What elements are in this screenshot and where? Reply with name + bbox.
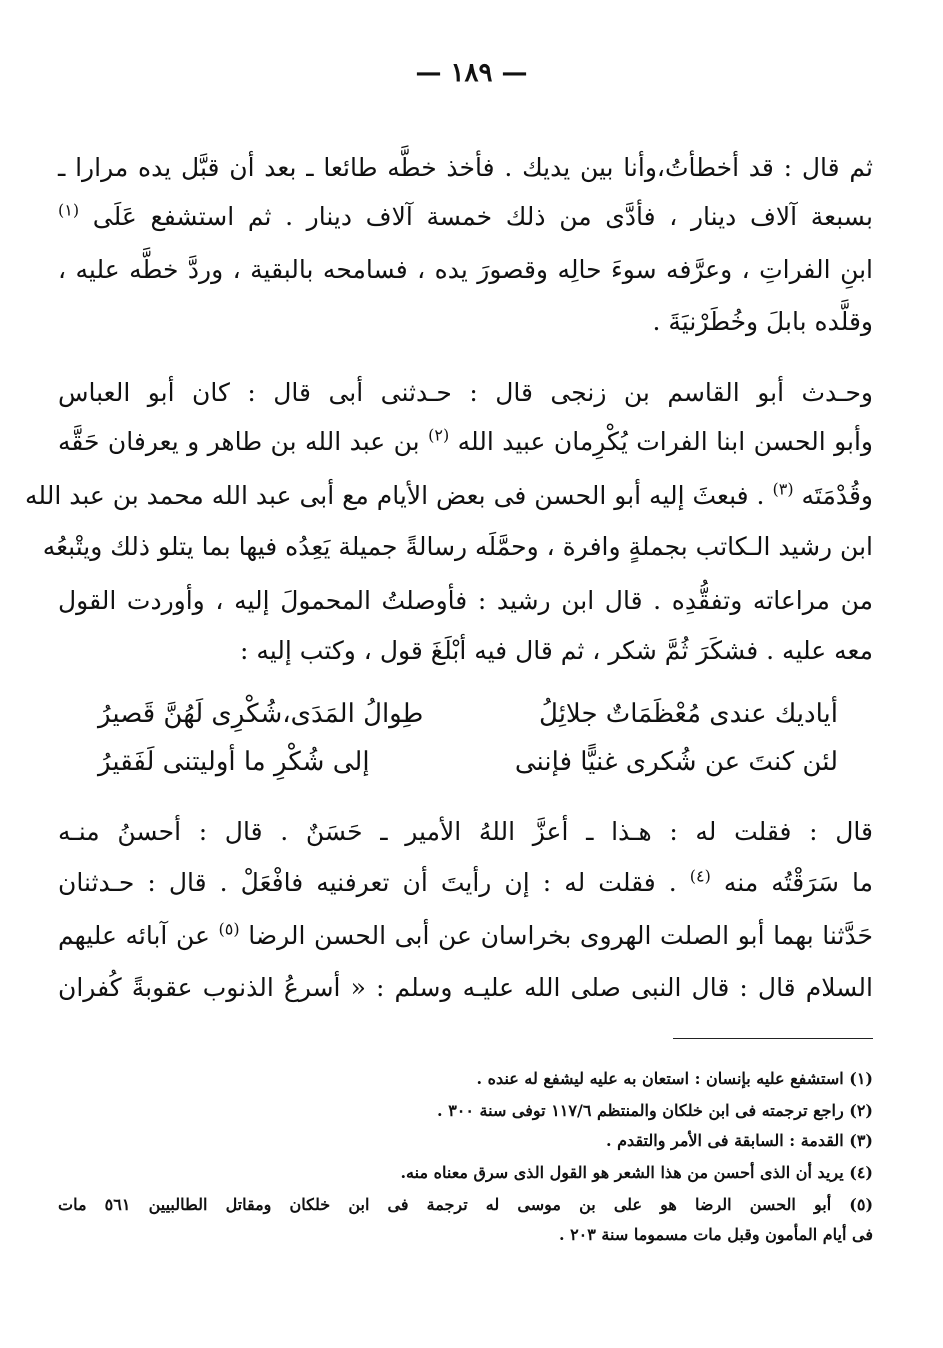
line-text: ابنِ الفراتِ ، وعرَّفه سوءَ حالِه وقصورَ يده ، فسامحه بالبقية ، وردَّ خطَّه عليه ، <box>58 255 873 284</box>
line-text: وقُدْمَتَه <box>801 481 873 510</box>
paragraph-1-line-4 <box>58 302 873 342</box>
line-text-tail: . فقلت له : إن رأيتَ أن تعرفنيه فافْعَلْ . قال : حـدثنان <box>58 868 677 897</box>
paragraph-3-line-2 <box>58 863 873 903</box>
footnote-ref-4: (٤) <box>689 866 711 886</box>
paragraph-3-line-1 <box>58 812 873 852</box>
footnote-ref-1: (١) <box>58 200 80 220</box>
line-text: وأبو الحسن ابنا الفرات يُكْرِمان عبيد الله <box>457 427 873 456</box>
verse-hemistich-first: لئن كنتَ عن شُكرى غنيًّا فإننى <box>514 747 838 777</box>
paragraph-2-line-1 <box>58 373 873 413</box>
paragraph-1-line-1 <box>58 148 873 188</box>
line-text-tail: . فبعثَ إليه أبو الحسن فى بعض الأيام مع أبى عبد الله محمد بن عبد الله <box>25 481 765 510</box>
footnote-3: (٣) القدمة : السابقة فى الأمر والتقدم . <box>606 1131 873 1150</box>
line-text: معه عليه . فشكَرَ ثُمَّ شكر ، ثم قال فيه أبْلَغَ قول ، وكتب إليه : <box>239 636 873 665</box>
footnote-ref-5: (٥) <box>218 919 240 939</box>
footnote-divider <box>673 1038 873 1039</box>
line-text-tail: بن عبد الله بن طاهر و يعرفان حَقَّه <box>58 427 420 456</box>
paragraph-3-line-4 <box>58 968 873 1008</box>
footnote-4: (٤) يريد أن الذى أحسن من هذا الشعر هو القول الذى سرق معناه منه. <box>400 1163 873 1182</box>
footnote-ref-2: (٢) <box>428 425 450 445</box>
verse-1 <box>98 692 838 736</box>
verse-hemistich-first: أياديك عندى مُعْظَمَاتٌ جلائِلُ <box>539 699 838 729</box>
line-text: بسبعة آلاف دينار ، فأدَّى من ذلك خمسة آلاف دينار . ثم استشفع عَلَى <box>92 202 874 231</box>
footnote-5-continuation: فى أيام المأمون وقبل مات مسموما سنة ٢٠٣ . <box>558 1225 873 1244</box>
line-text-tail: عن آبائه عليهم <box>58 921 210 950</box>
paragraph-2-line-6 <box>58 631 873 671</box>
footnote-1: (١) استشفع عليه بإنسان : استعان به عليه ليشفع له عنده . <box>476 1069 873 1088</box>
paragraph-2-line-5 <box>58 581 873 621</box>
page-number: — ١٨٩ — <box>415 58 528 88</box>
paragraph-2-line-2 <box>58 422 873 462</box>
paragraph-1-line-2 <box>58 197 873 237</box>
line-text: السلام قال : قال النبى صلى الله عليـه وسلم : « أسرعُ الذنوب عقوبةً كُفران <box>58 973 873 1002</box>
line-text: وحـدث أبو القاسم بن زنجى قال : حـدثنى أبى قال : كان أبو العباس <box>58 378 873 407</box>
line-text: ثم قال : قد أخطأتُ،وأنا بين يديك . فأخذ خطَّه طائعا ـ بعد أن قبَّل يده مرارا ـ <box>58 153 873 182</box>
line-text: ما سَرَقْتُه منه <box>723 868 873 897</box>
verse-2 <box>98 740 838 784</box>
paragraph-2-line-3 <box>25 476 873 516</box>
line-text: من مراعاته وتفقُّدِه . قال ابن رشيد : فأوصلتُ المحمولَ إليه ، وأوردت القول <box>58 586 873 615</box>
line-text: وقلَّده بابلَ وخُطَرْنيَةَ . <box>652 307 873 336</box>
line-text: حَدَّثنا بهما أبو الصلت الهروى بخراسان عن أبى الحسن الرضا <box>248 921 873 950</box>
paragraph-2-line-4 <box>42 527 873 567</box>
paragraph-3-line-3 <box>58 916 873 956</box>
footnote-5: (٥) أبو الحسن الرضا هو على بن موسى له ترجمة فى ابن خلكان ومقاتل الطالبيين ٥٦١ مات <box>58 1195 874 1214</box>
footnote-2: (٢) راجع ترجمته فى ابن خلكان والمنتظم ١١٧/٦ توفى سنة ٣٠٠ . <box>437 1101 873 1120</box>
footnote-ref-3: (٣) <box>772 479 794 499</box>
line-text: قال : فقلت له : هـذا ـ أعزَّ اللهُ الأمير ـ حَسَنٌ . قال : أحسنُ منـه <box>58 817 873 846</box>
line-text: ابن رشيد الـكاتب بجملةٍ وافرة ، وحمَّلَه رسالةً جميلة يَعِدُه فيها بما يتلو ذلك ويتْبعُه <box>42 532 873 561</box>
verse-hemistich-second: إلى شُكْرِ ما أوليتنى لَفَقيرُ <box>98 747 370 777</box>
paragraph-1-line-3 <box>58 250 873 290</box>
verse-hemistich-second: طِوالُ المَدَى،شُكْرِى لَهُنَّ قَصيرُ <box>98 699 424 729</box>
